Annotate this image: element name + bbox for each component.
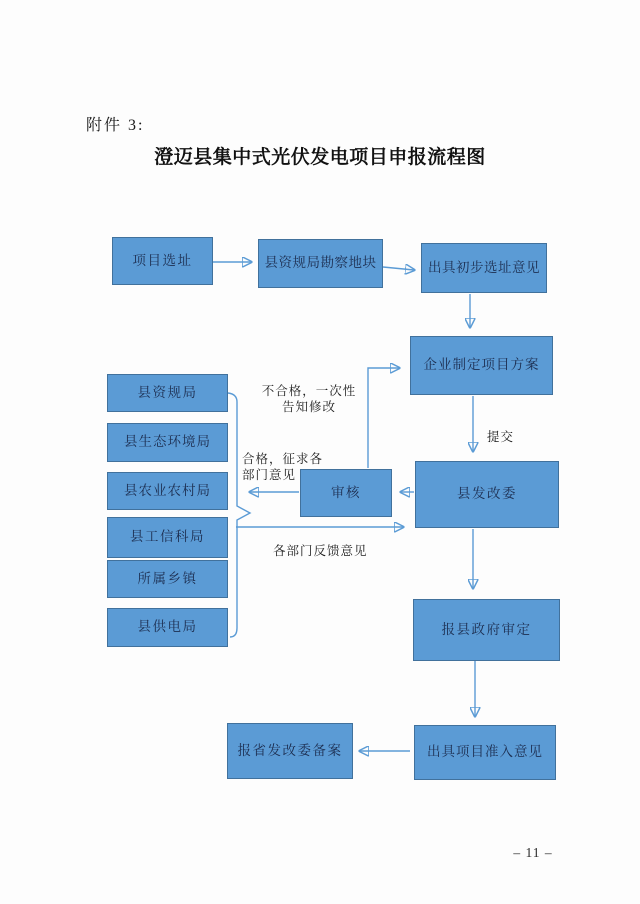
edge-label-qualified-line2: 部门意见 [242,468,297,482]
node-provincial-drc-filing: 报省发改委备案 [227,723,353,779]
department-group-bracket [228,393,250,637]
page-number: – 11 – [513,845,553,860]
attachment-label: 附件 3: [86,117,145,134]
node-townships: 所属乡镇 [107,560,228,598]
node-county-drc: 县发改委 [415,461,559,528]
node-project-admission-opinion: 出具项目准入意见 [414,725,556,780]
node-preliminary-site-opinion: 出具初步选址意见 [421,243,547,293]
node-county-government-approval: 报县政府审定 [413,599,560,661]
arrow-survey-to-opinion [383,267,414,270]
page-title: 澄迈县集中式光伏发电项目申报流程图 [154,147,486,168]
edge-label-unqualified [253,383,365,415]
edge-label-qualified-line1: 合格，征求各 [242,452,324,466]
node-enterprise-project-plan: 企业制定项目方案 [410,336,553,395]
node-agriculture-rural-bureau: 县农业农村局 [107,472,228,510]
edge-label-unqualified-line1: 不合格，一次性 [261,384,357,398]
arrow-review-to-plan-unqualified [368,368,399,468]
edge-label-submit: 提交 [487,430,515,444]
node-survey-plot: 县资规局勘察地块 [258,239,383,288]
node-resources-planning-bureau: 县资规局 [107,374,228,412]
node-industry-info-science-bureau: 县工信科局 [107,517,228,558]
edge-label-unqualified-line2: 告知修改 [281,400,336,414]
node-project-site-selection: 项目选址 [112,237,213,285]
edge-label-qualified [242,451,332,483]
node-power-supply-bureau: 县供电局 [107,608,228,647]
node-review: 审核 [300,469,392,517]
node-eco-environment-bureau: 县生态环境局 [107,423,228,462]
edge-label-feedback: 各部门反馈意见 [273,544,368,558]
